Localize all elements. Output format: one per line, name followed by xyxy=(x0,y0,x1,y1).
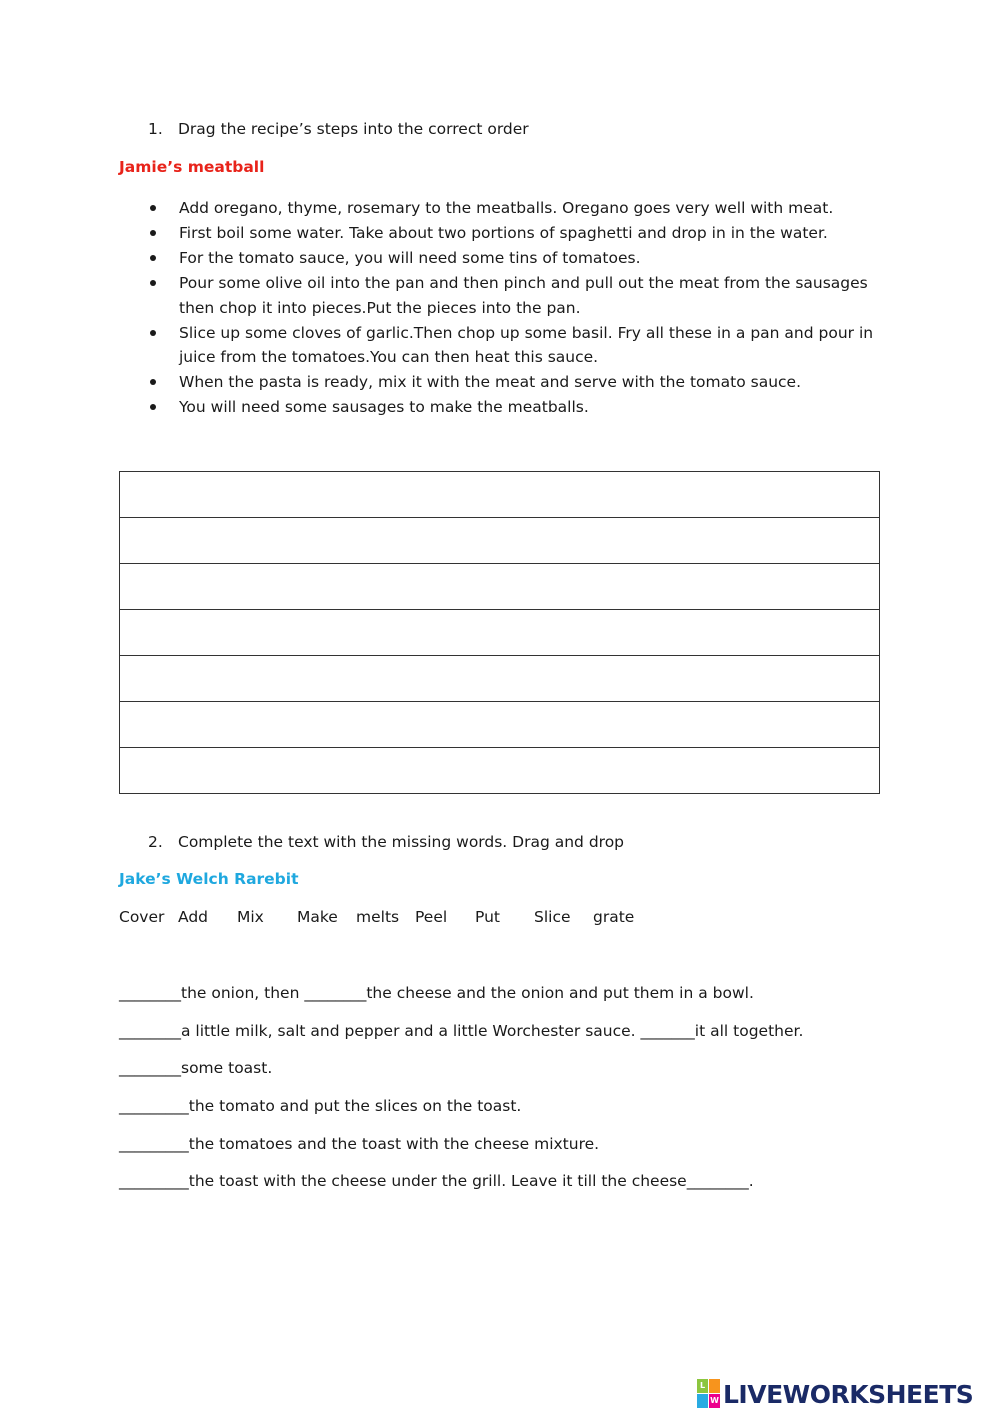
recipe-step-text: Slice up some cloves of garlic.Then chop up some basil. Fry all these in a pan and pour in juice from the tomatoes.You can then heat this sauce. xyxy=(179,323,874,366)
order-drop-slot[interactable] xyxy=(120,702,880,748)
bullet-icon xyxy=(150,280,156,286)
order-drop-slot[interactable] xyxy=(120,748,880,794)
order-drop-slot[interactable] xyxy=(120,518,880,564)
recipe-2-title: Jake’s Welch Rarebit xyxy=(119,870,299,888)
word-bank-item[interactable]: Add xyxy=(178,908,209,926)
order-drop-slot[interactable] xyxy=(120,564,880,610)
recipe-1-title: Jamie’s meatball xyxy=(119,158,265,176)
bullet-icon xyxy=(150,205,156,211)
fill-in-sentence[interactable]: _________the tomato and put the slices on the toast. xyxy=(119,1097,522,1115)
recipe-step-text: Add oregano, thyme, rosemary to the meatballs. Oregano goes very well with meat. xyxy=(179,199,834,217)
recipe-step-text: First boil some water. Take about two portions of spaghetti and drop in in the water. xyxy=(179,224,828,242)
recipe-step-text: Pour some olive oil into the pan and then pinch and pull out the meat from the sausages then chop it into pieces.Put the pieces into the pan. xyxy=(179,274,868,317)
word-bank-item[interactable]: Cover xyxy=(119,908,165,926)
recipe-step[interactable] xyxy=(148,370,888,395)
logo-mark-letter: L xyxy=(699,1381,706,1390)
question-1-number: 1. xyxy=(148,120,163,138)
fill-in-sentence[interactable]: ________some toast. xyxy=(119,1059,273,1077)
word-bank-item[interactable]: Slice xyxy=(534,908,571,926)
recipe-steps-list xyxy=(148,196,888,420)
recipe-step-text: You will need some sausages to make the meatballs. xyxy=(179,398,589,416)
word-bank xyxy=(0,908,1000,932)
liveworksheets-logo-icon xyxy=(697,1379,721,1409)
question-2-text: Complete the text with the missing words. Drag and drop xyxy=(178,833,625,851)
recipe-step-text: When the pasta is ready, mix it with the meat and serve with the tomato sauce. xyxy=(179,373,801,391)
bullet-icon xyxy=(150,404,156,410)
word-bank-item[interactable]: Make xyxy=(297,908,338,926)
liveworksheets-logo xyxy=(697,1376,973,1412)
bullet-icon xyxy=(150,230,156,236)
fill-in-sentence[interactable]: ________a little milk, salt and pepper and a little Worchester sauce. _______it all together. xyxy=(119,1022,804,1040)
logo-mark-letter: W xyxy=(710,1396,719,1405)
bullet-icon xyxy=(150,330,156,336)
word-bank-item[interactable]: grate xyxy=(593,908,635,926)
recipe-step[interactable] xyxy=(148,246,888,271)
recipe-step[interactable] xyxy=(148,321,888,370)
order-drop-slot[interactable] xyxy=(120,610,880,656)
word-bank-item[interactable]: Put xyxy=(475,908,500,926)
word-bank-item[interactable]: melts xyxy=(356,908,400,926)
question-1-text: Drag the recipe’s steps into the correct order xyxy=(178,120,529,138)
question-1-instruction xyxy=(148,120,529,138)
fill-in-sentence[interactable]: _________the tomatoes and the toast with the cheese mixture. xyxy=(119,1135,600,1153)
recipe-step[interactable] xyxy=(148,395,888,420)
bullet-icon xyxy=(150,379,156,385)
question-2-number: 2. xyxy=(148,833,163,851)
recipe-step-text: For the tomato sauce, you will need some tins of tomatoes. xyxy=(179,249,641,267)
order-drop-slot[interactable] xyxy=(120,656,880,702)
question-2-instruction xyxy=(148,833,624,851)
order-drop-slot[interactable] xyxy=(120,472,880,518)
bullet-icon xyxy=(150,255,156,261)
recipe-step[interactable] xyxy=(148,221,888,246)
fill-in-sentence[interactable]: ________the onion, then ________the cheese and the onion and put them in a bowl. xyxy=(119,984,754,1002)
fill-in-sentence[interactable]: _________the toast with the cheese under the grill. Leave it till the cheese________. xyxy=(119,1172,754,1190)
step-order-table xyxy=(119,471,880,794)
word-bank-item[interactable]: Mix xyxy=(237,908,264,926)
recipe-step[interactable] xyxy=(148,196,888,221)
recipe-step[interactable] xyxy=(148,271,888,320)
logo-text: LIVEWORKSHEETS xyxy=(723,1379,974,1409)
word-bank-item[interactable]: Peel xyxy=(415,908,448,926)
